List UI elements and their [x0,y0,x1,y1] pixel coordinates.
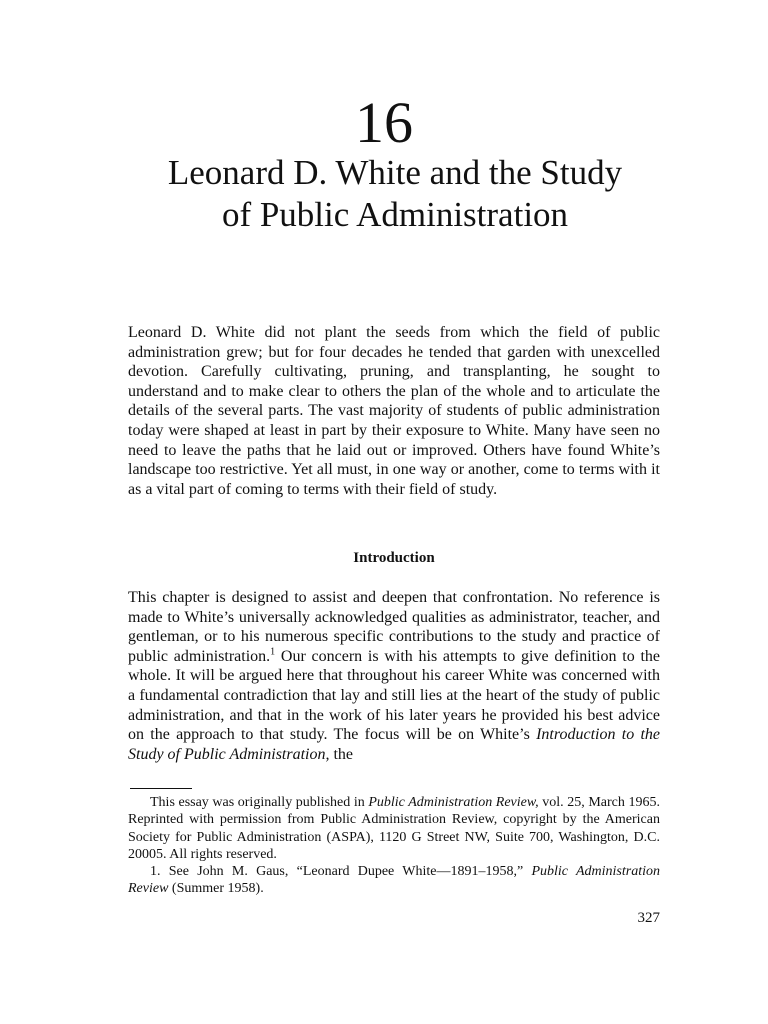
source-note [128,794,660,863]
source-note-text-b: vol. 25, March 1965. Reprinted with permission from Public Administration Review, copyright by the American Society for Public Administration (ASPA), 1120 G Street NW, Suite 700, Washington, D.C. 20005. All rights reserved. [128,795,660,862]
chapter-number: 16 [355,90,413,155]
chapter-title [100,152,690,236]
intro-text-part-3: the [329,745,354,763]
chapter-title-line-2: of Public Administration [221,195,569,234]
page-number: 327 [637,910,660,926]
intro-text-part-1: This chapter is designed to assist and deepen that confrontation. No reference is made to White’s universally acknowledged qualities as administrator, teacher, and gentleman, or to his numerous specific contributions to the study and practice of public administration. [128,589,660,665]
source-note-text-a: This essay was originally published in [150,795,369,810]
footnote-divider [130,788,192,789]
opening-paragraph-text: Leonard D. White did not plant the seeds from which the field of public administration grew; but for four decades he tended that garden with unexcelled devotion. Carefully cultivating, pruning, and transplanting, he sought to understand and to make clear to others the plan of the whole and to articulate the details of the several parts. The vast majority of students of public administration today were shaped at least in part by their exposure to White. Many have seen no need to leave the paths that he laid out or improved. Others have found White’s landscape too restrictive. Yet all must, in one way or another, come to terms with it as a vital part of coming to terms with their field of study. [128,324,660,498]
footnote-1-text-b: (Summer 1958). [168,881,264,897]
chapter-title-line-1: Leonard D. White and the Study [167,153,623,192]
introduction-paragraph [128,588,660,764]
intro-text-part-2: Our concern is with his attempts to give definition to the whole. It will be argued here that throughout his career White was concerned with a fundamental contradiction that lay and still lies at the heart of the study of public administration, and that in the work of his later years he provided his best advice on the approach to that study. The focus will be on White’s [128,647,661,744]
footnote-reference: 1 [270,646,276,658]
section-heading: Introduction [353,550,435,566]
book-title-italic: Introduction to the Study of Public Administration, [128,726,661,763]
footnotes [128,794,660,898]
source-note-journal: Public Administration Review, [368,795,539,810]
opening-paragraph [128,323,660,499]
footnote-1-text-a: 1. See John M. Gaus, “Leonard Dupee White—1891–1958,” [150,864,532,880]
footnote-1-journal: Public Administration Review [128,864,660,897]
footnote-1 [128,863,660,898]
introduction-paragraph-text [128,588,660,764]
